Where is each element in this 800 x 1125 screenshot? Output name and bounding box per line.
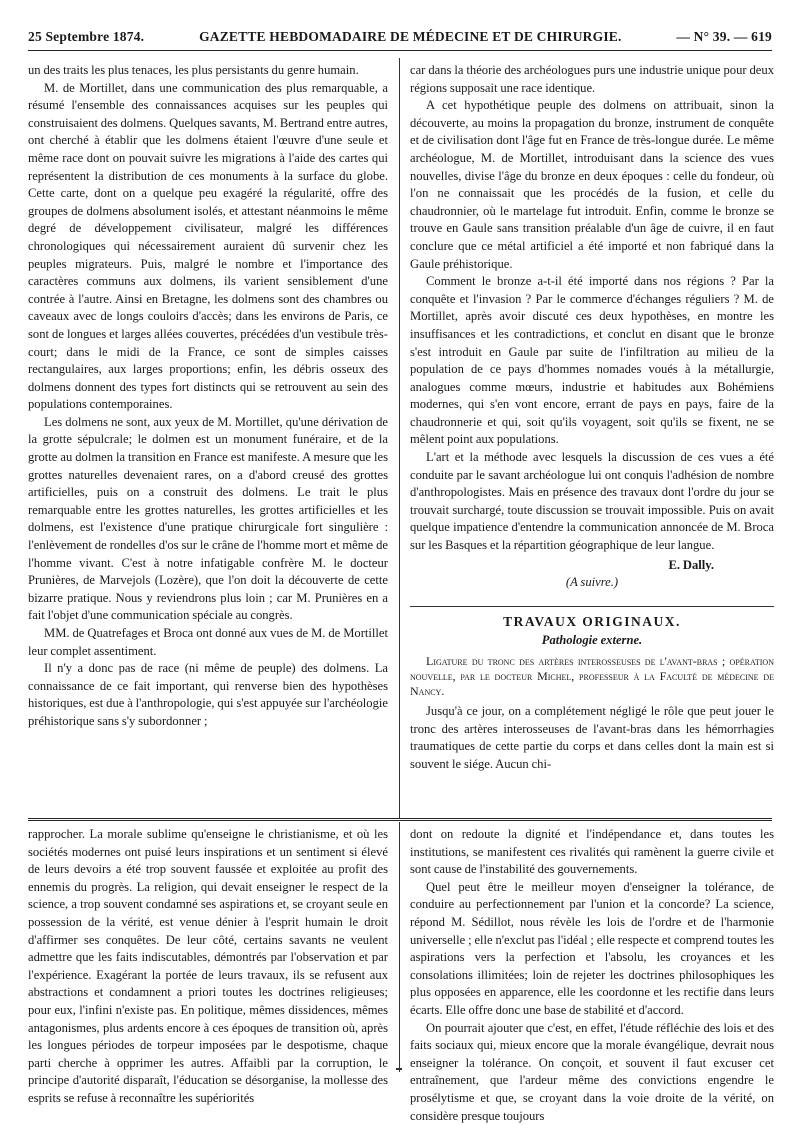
- paragraph: un des traits les plus tenaces, les plus persistants du genre humain.: [28, 63, 359, 77]
- header-date: 25 Septembre 1874.: [28, 29, 145, 44]
- paragraph: M. de Mortillet, dans une communication des plus remarquable, a résumé l'ensemble des connaissances acquises sur les peuples qui construisaient des dolmens. Quelques savants, M. Bertrand entre autres, ont cherché à établir que les dolmens étaient l'œuvre d'une seule et même race dont on pouvait suivre les migrations à l'aide des cartes qui représentent la distribution de ces monuments à la surface du globe. Cette carte, dont on a quelque peu exagéré la régularité, offre des groupes de dolmens absolument isolés, et attestant néanmoins le même degré de développement civilisateur, malgré les différences chronologiques qui nécessairement auraient dû survenir chez les peuples migrateurs. Puis, malgré le nombre et l'importance des caractères communs aux dolmens, ils varient sensiblement d'une contrée à l'autre. Ainsi en Bretagne, les dolmens sont des chambres ou caveaux avec de longs couloirs d'accès; dans les environs de Paris, ce sont de longues et larges allées couvertes, précédées d'un vestibule très-court; dans le midi de la France, ce sont de simples caisses rectangulaires, aux larges proportions; enfin, les débris osseux des dolmens donnent des types fort distincts qui se retrouvent au sein des populations contemporaines.: [28, 80, 388, 412]
- article-heading: Ligature du tronc des artères interosseuses de l'avant-bras ; opération nouvelle, par le docteur Michel, professeur à la Faculté de médecine de Nancy.: [410, 654, 774, 698]
- paragraph: rapprocher. La morale sublime qu'enseigne le christianisme, et où les sociétés modernes ont puisé leurs inspirations et un sentiment si élevé de leurs devoirs a été trop souvent faussée et exploitée au profit des ennemis du progrès. La religion, qui devait enseigner le respect de la science, a trop souvent condamné ses aspirations et, se croyant seule en possession de la vérité, est venue dénier à l'esprit humain le droit d'affirmer ses conquêtes. De leur côté, certains savants ne veulent admettre que les faits indiscutables, démontrés par l'observation et par l'expérience. Exagérant la portée de leurs travaux, ils se refusent aux abstractions et condamnent a priori toutes les doctrines religieuses; pour eux, l'infini n'existe pas. En politique, mêmes dissidences, mêmes antagonismes, plus ardents encore à ces époques de transition où, après les longues périodes de torpeur imposées par le despotisme, chaque parti cherche à opprimer les autres. Affaibli par la corruption, le principe d'autorité disparaît, l'éducation se désorganise, la mollesse des esprits se refuse à reconnaître les supériorités: [28, 827, 388, 1105]
- header-issue-page: [676, 29, 772, 45]
- footer-mark: [396, 1068, 402, 1070]
- paragraph: Il n'y a donc pas de race (ni même de peuple) des dolmens. La connaissance de ce fait important, qui renverse bien des hypothèses historiques, est due à l'anthropologie, qui s'est appuyée sur l'archéologie préhistorique sans s'y subordonner ;: [28, 661, 388, 728]
- paragraph: Jusqu'à ce jour, on a complétement négligé le rôle que peut jouer le tronc des artères interosseuses de l'avant-bras dans les hémorrhagies traumatiques de cette partie du corps et dans celles dont la main est si souvent le siége. Aucun chi-: [410, 704, 774, 771]
- paragraph: A cet hypothétique peuple des dolmens on attribuait, sinon la découverte, au moins la propagation du bronze, instrument de conquête et de civilisation dont l'âge fut en France de très-longue durée. Le même archéologue, M. de Mortillet, introduisant dans la science des vues nouvelles, divise l'âge du bronze en deux époques : celle du fondeur, où l'on ne connaissait que les procédés de la fusion, et celle du chaudronnier, où le martelage fut introduit. Enfin, comme le bronze se trouve en Gaule sans transition préalable d'un âge de cuivre, il en faut conclure que ce métal artificiel a été importé et non fabriqué dans la Gaule préhistorique.: [410, 98, 774, 271]
- header-title: GAZETTE HEBDOMADAIRE DE MÉDECINE ET DE CHIRURGIE.: [199, 29, 622, 44]
- continued-note: (A suivre.): [565, 575, 619, 590]
- page-header: [28, 26, 772, 48]
- paragraph: L'art et la méthode avec lesquels la discussion de ces vues a été conduite par le savant archéologue lui ont conquis l'adhésion de nombre d'anthropologistes. Mais en présence des travaux dont l'ordre du jour se trouvait surchargé, toute discussion se trouvait impossible. Puis on avait quelque impatience d'entendre la communication annoncée de M. Broca sur les Basques et la répartition géographique de leur langue.: [410, 450, 774, 553]
- paragraph: On pourrait ajouter que c'est, en effet, l'étude réfléchie des lois et des faits sociaux qui, mieux encore que la morale évangélique, devrait nous enseigner la tolérance. On conçoit, et souvent il faut excuser cet entraînement, que l'ardeur même des convictions engendre le prosélytisme et que, se croyant dans la voie droite de la vérité, on considère presque toujours: [410, 1020, 774, 1123]
- section-title: TRAVAUX ORIGINAUX.: [410, 606, 774, 631]
- paragraph: Quel peut être le meilleur moyen d'enseigner la tolérance, de conduire au perfectionnement par l'union et la concorde? La science, répond M. Sédillot, nous révèle les lois de l'ordre et de l'harmonie universelle ; elle n'exclut pas l'idéal ; elle respecte et comprend toutes les aspirations vers la perfection et l'absolu, les croyances et les consolations illimitées; loin de rejeter les doctrines philosophiques les plus opposées en apparence, elle les coordonne et les rectifie dans leurs écarts. Elle offre donc une base de stabilité et d'accord.: [410, 879, 774, 1017]
- column-divider-bottom: [399, 822, 400, 1072]
- paragraph: car dans la théorie des archéologues purs une industrie unique pour deux régions supposait une race identique.: [410, 63, 774, 95]
- column-divider-top: [399, 58, 400, 818]
- section-subtitle: Pathologie externe.: [541, 633, 643, 648]
- header-page-number: 619: [751, 29, 772, 44]
- header-rule: [28, 50, 772, 51]
- paragraph: MM. de Quatrefages et Broca ont donné aux vues de M. de Mortillet leur complet assentiment.: [28, 626, 388, 658]
- author-signature: E. Dally.: [668, 557, 714, 572]
- section-divider: [28, 818, 772, 821]
- paragraph: Comment le bronze a-t-il été importé dans nos régions ? Par la conquête et l'invasion ? Par le commerce d'échanges réguliers ? M. de Mortillet, après avoir discuté ces deux hypothèses, en montre les insuffisances et les contradictions, et conclut en disant que le bronze s'est introduit en Gaule par suite de l'infiltration au milieu de la population de ce pays d'hommes nomades voués à la métallurgie, analogues comme mœurs, industrie et habitudes aux Bohémiens modernes, qui s'en vont encore, errant de pays en pays, faire de la chaudronnerie et qui, soit qu'ils voyagent, soit qu'ils se fixent, ne se mêlent point aux populations.: [410, 274, 774, 447]
- paragraph: Les dolmens ne sont, aux yeux de M. Mortillet, qu'une dérivation de la grotte sépulcrale; le dolmen est un monument funéraire, et de la grotte au dolmen la transition en France est manifeste. A mesure que les grottes naturelles devenaient rares, on a d'abord creusé des grottes artificielles, puis on a construit des dolmens. Le trait le plus remarquable entre les grottes naturelles, les grottes artificielles et les dolmens, est l'existence d'une pratique chirurgicale fort singulière : l'enlèvement de rondelles d'os sur le crâne de l'homme mort et même de l'homme vivant. C'est à notre infatigable confrère M. le docteur Prunières, de Marvejols (Lozère), que l'on doit la découverte de cette bizarre pratique. Nous y reviendrons plus loin ; car M. Prunières en a fait l'objet d'une communication spéciale au congrès.: [28, 414, 388, 623]
- column-top-right: [410, 62, 774, 773]
- column-bottom-right: [410, 826, 774, 1125]
- column-bottom-left: [28, 826, 388, 1108]
- paragraph: dont on redoute la dignité et l'indépendance et, dans toutes les institutions, se manifestent ces rivalités qui ramènent la guerre civile et sont cause de l'instabilité des gouvernements.: [410, 827, 774, 877]
- header-issue: — N° 39. —: [676, 29, 748, 44]
- column-top-left: [28, 62, 388, 731]
